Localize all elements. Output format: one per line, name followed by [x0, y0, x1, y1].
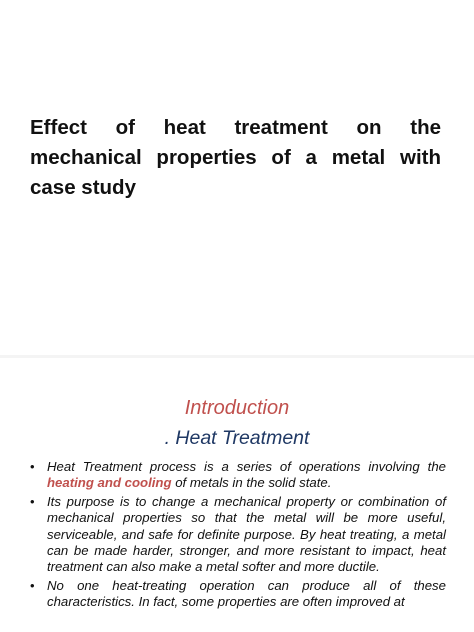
bullet-icon: • [30, 493, 35, 509]
section-subheading: . Heat Treatment [164, 427, 310, 449]
bullet-list [30, 459, 446, 613]
introduction-slide [0, 358, 474, 632]
slide-title: Effect of heat treatment on the mechanical properties of a metal with case study [30, 116, 441, 199]
bullet-text: No one heat-treating operation can produce all of these characteristics. In fact, some properties are often improved at [47, 577, 446, 610]
section-heading: Introduction [184, 397, 290, 419]
bullet-text-before: Heat Treatment process is a series of operations involving the [47, 459, 446, 474]
bullet-text-after: of metals in the solid state. [171, 475, 332, 491]
bullet-item [30, 578, 446, 611]
bullet-icon: • [30, 577, 35, 593]
highlighted-phrase: heating and cooling [47, 475, 172, 491]
bullet-text: Its purpose is to change a mechanical property or combination of mechanical properties so that the metal will be more useful, serviceable, and safe for definite purpose. By heat treating, a metal can be made harder, stronger, and more resistant to impact, heat treatment can also make a metal softer and more ductile. [47, 493, 446, 575]
bullet-icon: • [30, 459, 35, 474]
bullet-item [30, 459, 446, 492]
bullet-item [30, 494, 446, 576]
